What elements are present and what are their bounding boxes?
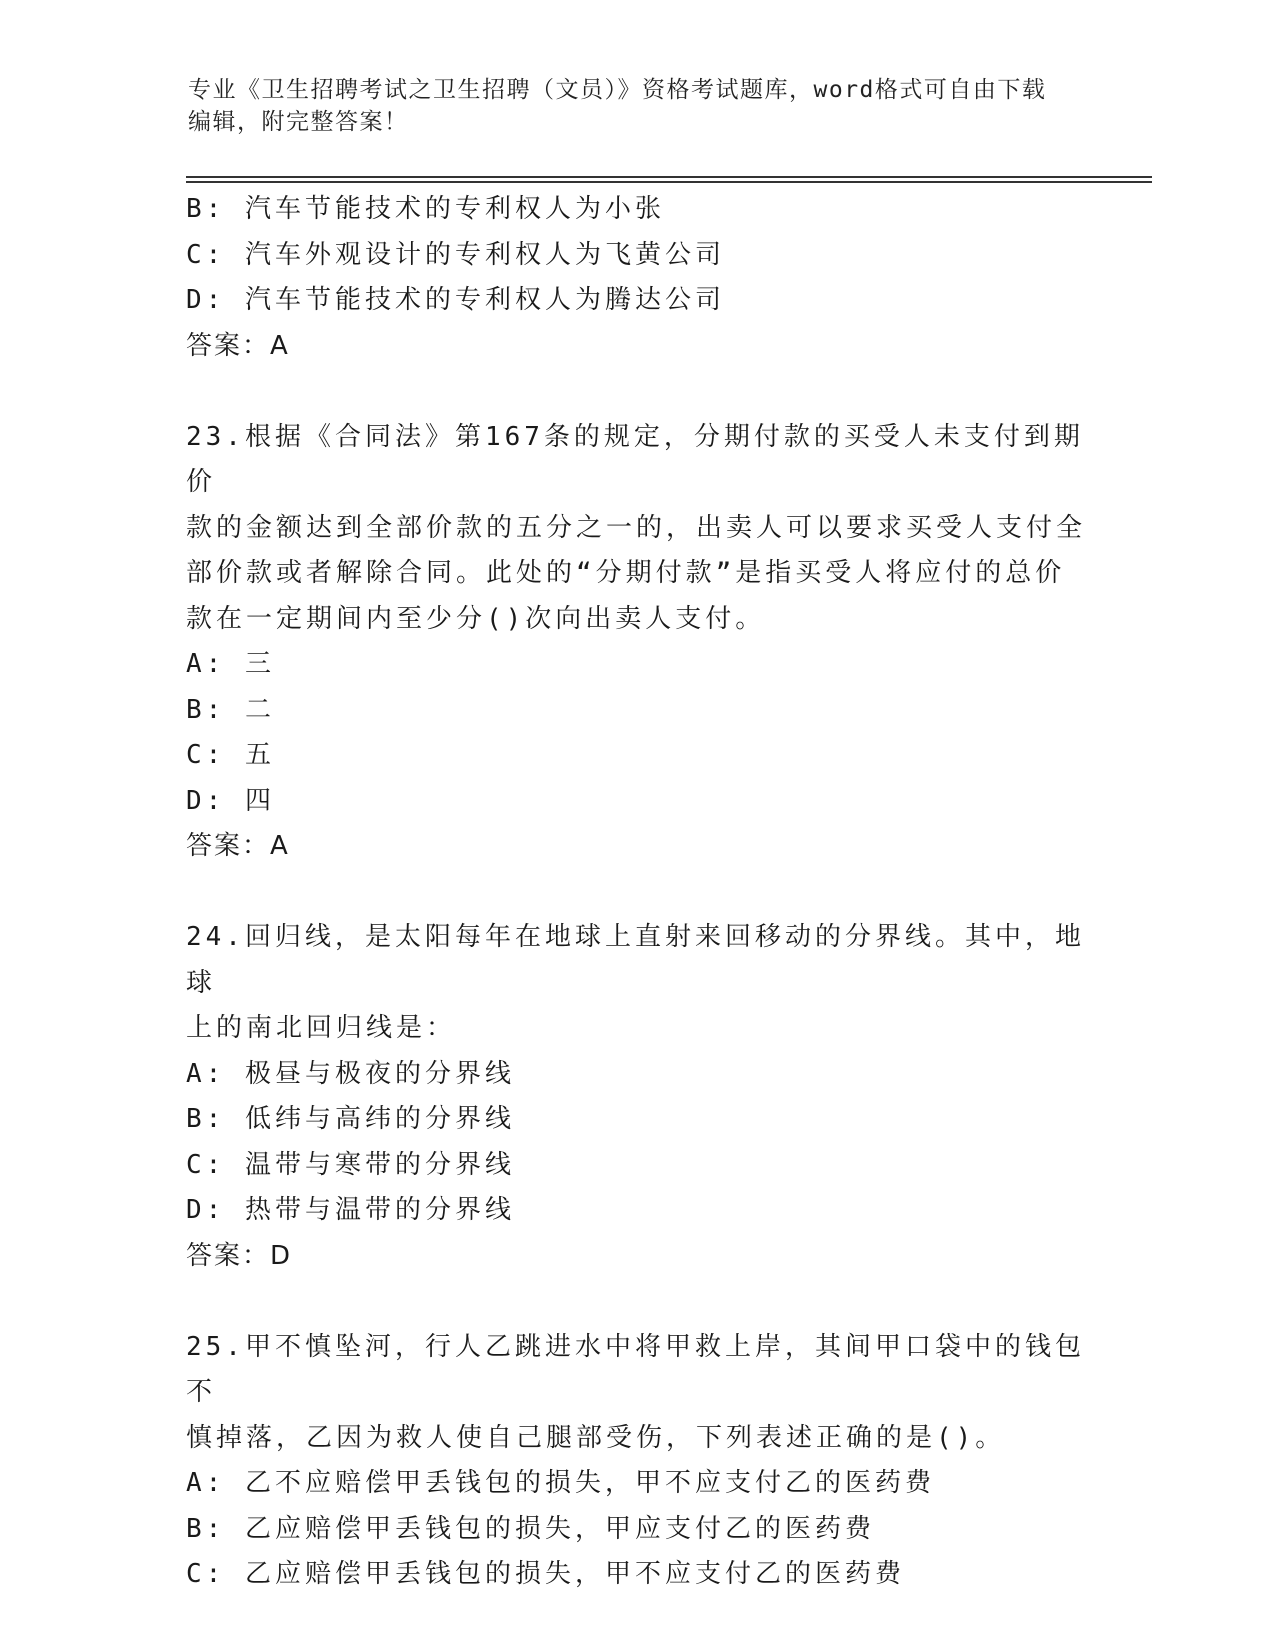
stem-line: 25.甲不慎坠河，行人乙跳进水中将甲救上岸，其间甲口袋中的钱包不 (186, 1331, 1085, 1407)
option-b: B: 汽车节能技术的专利权人为小张 (186, 194, 665, 224)
stem-line: 部价款或者解除合同。此处的“分期付款”是指买受人将应付的总价 (186, 558, 1066, 588)
option-b: B: 低纬与高纬的分界线 (186, 1104, 515, 1134)
option-c: C: 汽车外观设计的专利权人为飞黄公司 (186, 239, 725, 270)
stem-line: 慎掉落，乙因为救人使自己腿部受伤，下列表述正确的是()。 (186, 1422, 1006, 1453)
question-gap (186, 369, 1086, 415)
question-stem (186, 915, 1086, 1052)
question-gap (186, 870, 1086, 916)
option-a: A: 极昼与极夜的分界线 (186, 1058, 515, 1089)
stem-line: 24.回归线，是太阳每年在地球上直射来回移动的分界线。其中，地球 (186, 922, 1085, 998)
option-a: A: 乙不应赔偿甲丢钱包的损失，甲不应支付乙的医药费 (186, 1468, 935, 1498)
header-rule-bottom (186, 181, 1152, 183)
question-stem (186, 415, 1086, 643)
stem-line: 23.根据《合同法》第167条的规定，分期付款的买受人未支付到期价 (186, 421, 1084, 497)
continued-question (186, 187, 1086, 369)
option-a: A: 三 (186, 649, 275, 679)
question-25 (186, 1325, 1086, 1598)
answer-line: 答案：A (186, 330, 290, 361)
header-line-2: 编辑，附完整答案！ (188, 109, 409, 135)
option-d: D: 四 (186, 785, 275, 816)
page-header (188, 74, 1088, 138)
option-c: C: 五 (186, 740, 275, 770)
option-b: B: 二 (186, 694, 275, 725)
question-stem (186, 1325, 1086, 1462)
stem-line: 上的南北回归线是： (186, 1013, 457, 1043)
option-c: C: 温带与寒带的分界线 (186, 1149, 515, 1180)
option-c: C: 乙应赔偿甲丢钱包的损失，甲不应支付乙的医药费 (186, 1559, 905, 1589)
option-b: B: 乙应赔偿甲丢钱包的损失，甲应支付乙的医药费 (186, 1513, 875, 1544)
question-content (186, 187, 1086, 1598)
question-24 (186, 915, 1086, 1279)
question-23 (186, 415, 1086, 870)
option-d: D: 热带与温带的分界线 (186, 1195, 515, 1225)
stem-line: 款的金额达到全部价款的五分之一的，出卖人可以要求买受人支付全 (186, 512, 1087, 543)
answer-line: 答案：A (186, 831, 290, 861)
answer-line: 答案：D (186, 1240, 293, 1271)
header-line-1: 专业《卫生招聘考试之卫生招聘（文员）》资格考试题库，word格式可自由下载 (188, 77, 1047, 103)
option-d: D: 汽车节能技术的专利权人为腾达公司 (186, 285, 725, 315)
question-gap (186, 1279, 1086, 1325)
header-rule-top (186, 176, 1152, 178)
stem-line: 款在一定期间内至少分()次向出卖人支付。 (186, 603, 766, 634)
